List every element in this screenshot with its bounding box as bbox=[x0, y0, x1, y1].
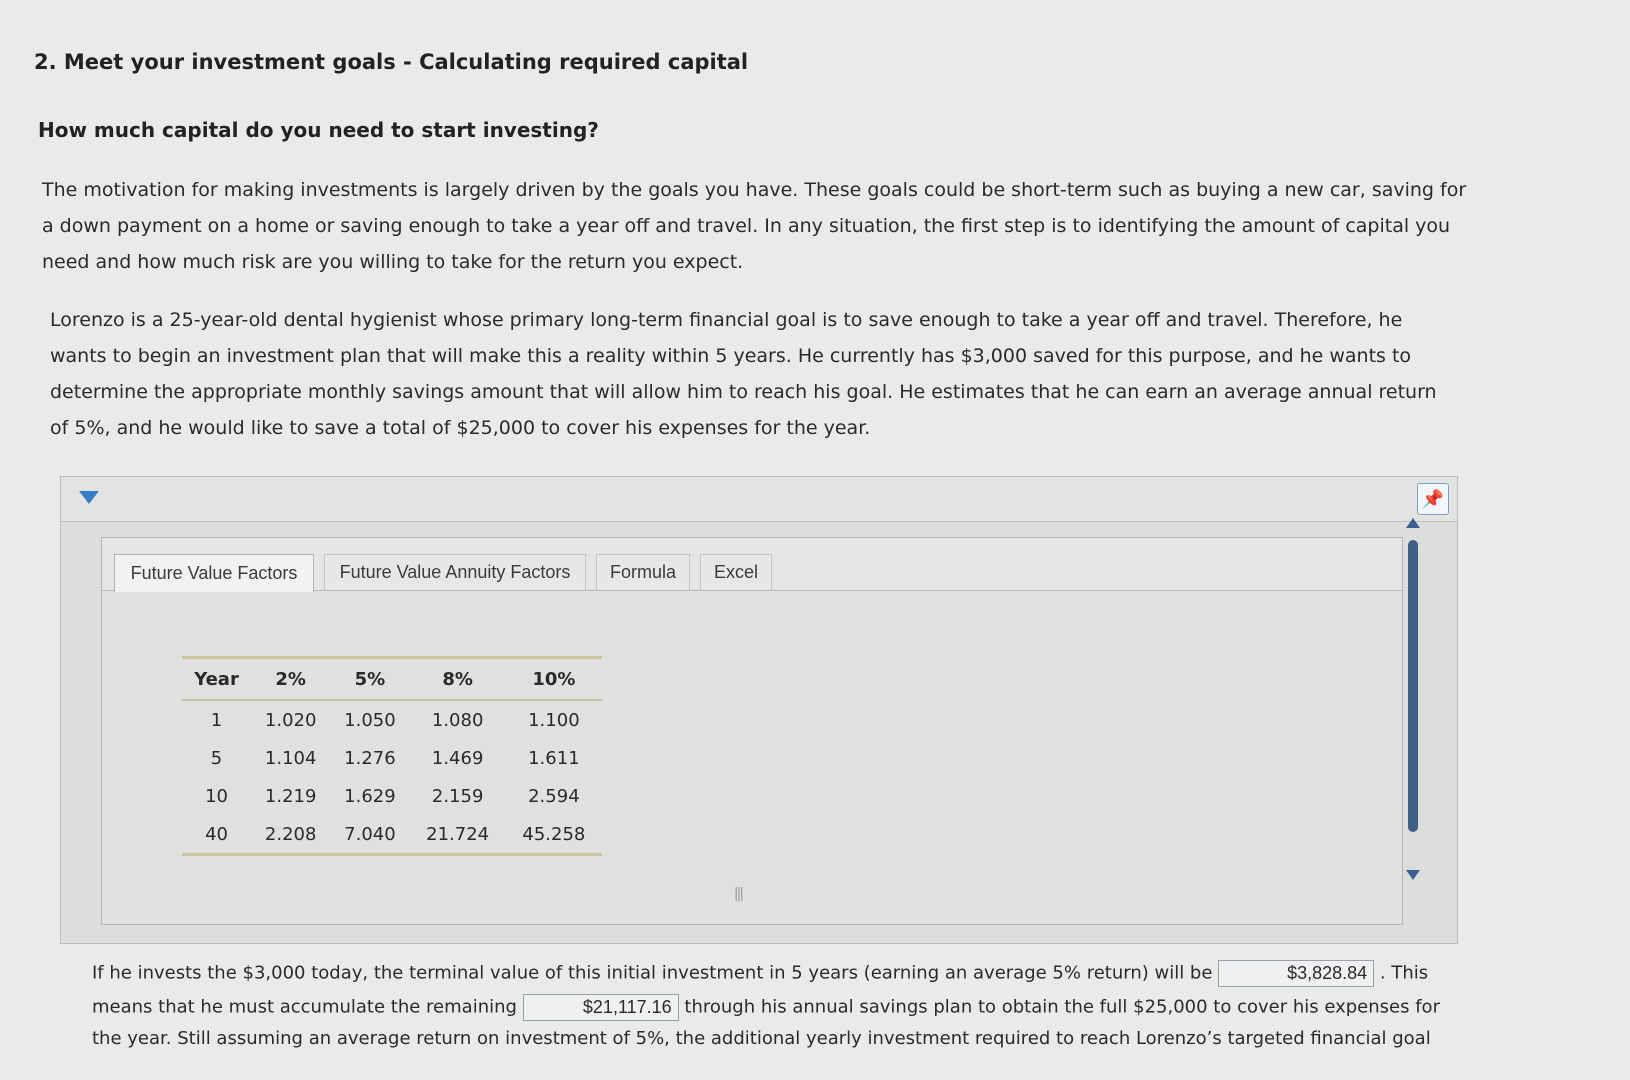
cell-factor: 2.594 bbox=[528, 785, 580, 807]
cell-factor: 45.258 bbox=[506, 815, 602, 855]
triangle-down-icon[interactable] bbox=[79, 491, 99, 504]
cell-factor: 1.020 bbox=[264, 709, 317, 731]
tab-container bbox=[101, 537, 1403, 925]
scrollbar-thumb[interactable] bbox=[1408, 540, 1418, 832]
header-year: Year bbox=[182, 658, 251, 701]
resize-grip-icon[interactable]: ||| bbox=[733, 886, 743, 902]
cell-year: 1 bbox=[210, 709, 223, 731]
question-text: means that he must accumulate the remaining bbox=[92, 996, 517, 1018]
tab-bar bbox=[102, 538, 1402, 591]
cell-factor: 1.050 bbox=[344, 709, 396, 731]
table-row bbox=[182, 815, 602, 855]
tab-future-value-factors[interactable]: Future Value Factors bbox=[114, 554, 314, 592]
question-text: If he invests the $3,000 today, the terminal value of this initial investment in 5 years (earning an average 5% return) will be bbox=[92, 962, 1213, 984]
table-header-row bbox=[182, 658, 602, 701]
question-title: How much capital do you need to start investing? bbox=[38, 118, 599, 142]
header-5pct: 5% bbox=[330, 658, 409, 701]
cell-factor: 1.219 bbox=[264, 785, 317, 807]
panel-header bbox=[61, 477, 1457, 522]
question-line-3: the year. Still assuming an average return on investment of 5%, the additional yearly investment required to reach Lorenzo’s targeted financial goal bbox=[92, 1028, 1431, 1049]
cell-factor: 2.159 bbox=[431, 785, 484, 807]
header-2pct: 2% bbox=[251, 658, 330, 701]
table-row bbox=[182, 777, 602, 815]
scroll-up-icon[interactable] bbox=[1406, 518, 1420, 528]
cell-factor: 1.469 bbox=[431, 747, 484, 769]
terminal-value-answer[interactable]: $3,828.84 bbox=[1218, 960, 1374, 987]
reference-panel bbox=[60, 476, 1458, 944]
cell-factor: 2.208 bbox=[251, 815, 330, 855]
cell-factor: 21.724 bbox=[410, 815, 506, 855]
cell-factor: 7.040 bbox=[330, 815, 409, 855]
cell-factor: 1.611 bbox=[528, 747, 580, 769]
section-title: 2. Meet your investment goals - Calculating required capital bbox=[34, 50, 749, 74]
cell-year: 40 bbox=[182, 815, 251, 855]
cell-factor: 1.080 bbox=[431, 709, 484, 731]
question-line-1 bbox=[92, 960, 1428, 987]
question-text: through his annual savings plan to obtain the full $25,000 to cover his expenses for bbox=[684, 996, 1440, 1018]
tab-excel[interactable]: Excel bbox=[700, 554, 772, 590]
question-text: . This bbox=[1379, 962, 1429, 984]
cell-year: 10 bbox=[205, 785, 228, 807]
pin-icon[interactable]: 📌 bbox=[1417, 483, 1449, 515]
cell-factor: 1.100 bbox=[528, 709, 580, 731]
cell-factor: 1.276 bbox=[344, 747, 396, 769]
scenario-paragraph: Lorenzo is a 25-year-old dental hygienist whose primary long-term financial goal is to save enough to take a year off and travel. Therefore, he wants to begin an investment plan that will make this a reality within 5 years. He currently has $3,000 saved for this purpose, and he wants to determine the appropriate monthly savings amount that will allow him to reach his goal. He estimates that he can earn an average annual return of 5%, and he would like to save a total of $25,000 to cover his expenses for the year. bbox=[50, 309, 1437, 439]
remaining-amount-answer[interactable]: $21,117.16 bbox=[523, 994, 679, 1021]
header-10pct: 10% bbox=[506, 658, 602, 701]
intro-paragraph: The motivation for making investments is largely driven by the goals you have. These goals could be short-term such as buying a new car, saving for a down payment on a home or saving enough to take a year off and travel. In any situation, the first step is to identifying the amount of capital you need and how much risk are you willing to take for the return you expect. bbox=[42, 179, 1467, 273]
scroll-down-icon[interactable] bbox=[1406, 870, 1420, 880]
cell-factor: 1.629 bbox=[344, 785, 396, 807]
tab-future-value-annuity-factors[interactable]: Future Value Annuity Factors bbox=[324, 554, 586, 590]
table-row bbox=[182, 700, 602, 739]
table-row bbox=[182, 739, 602, 777]
tab-formula[interactable]: Formula bbox=[596, 554, 690, 590]
future-value-factors-table bbox=[182, 656, 602, 856]
cell-year: 5 bbox=[210, 747, 223, 769]
question-line-2 bbox=[92, 994, 1440, 1021]
header-8pct: 8% bbox=[410, 658, 506, 701]
cell-factor: 1.104 bbox=[264, 747, 317, 769]
